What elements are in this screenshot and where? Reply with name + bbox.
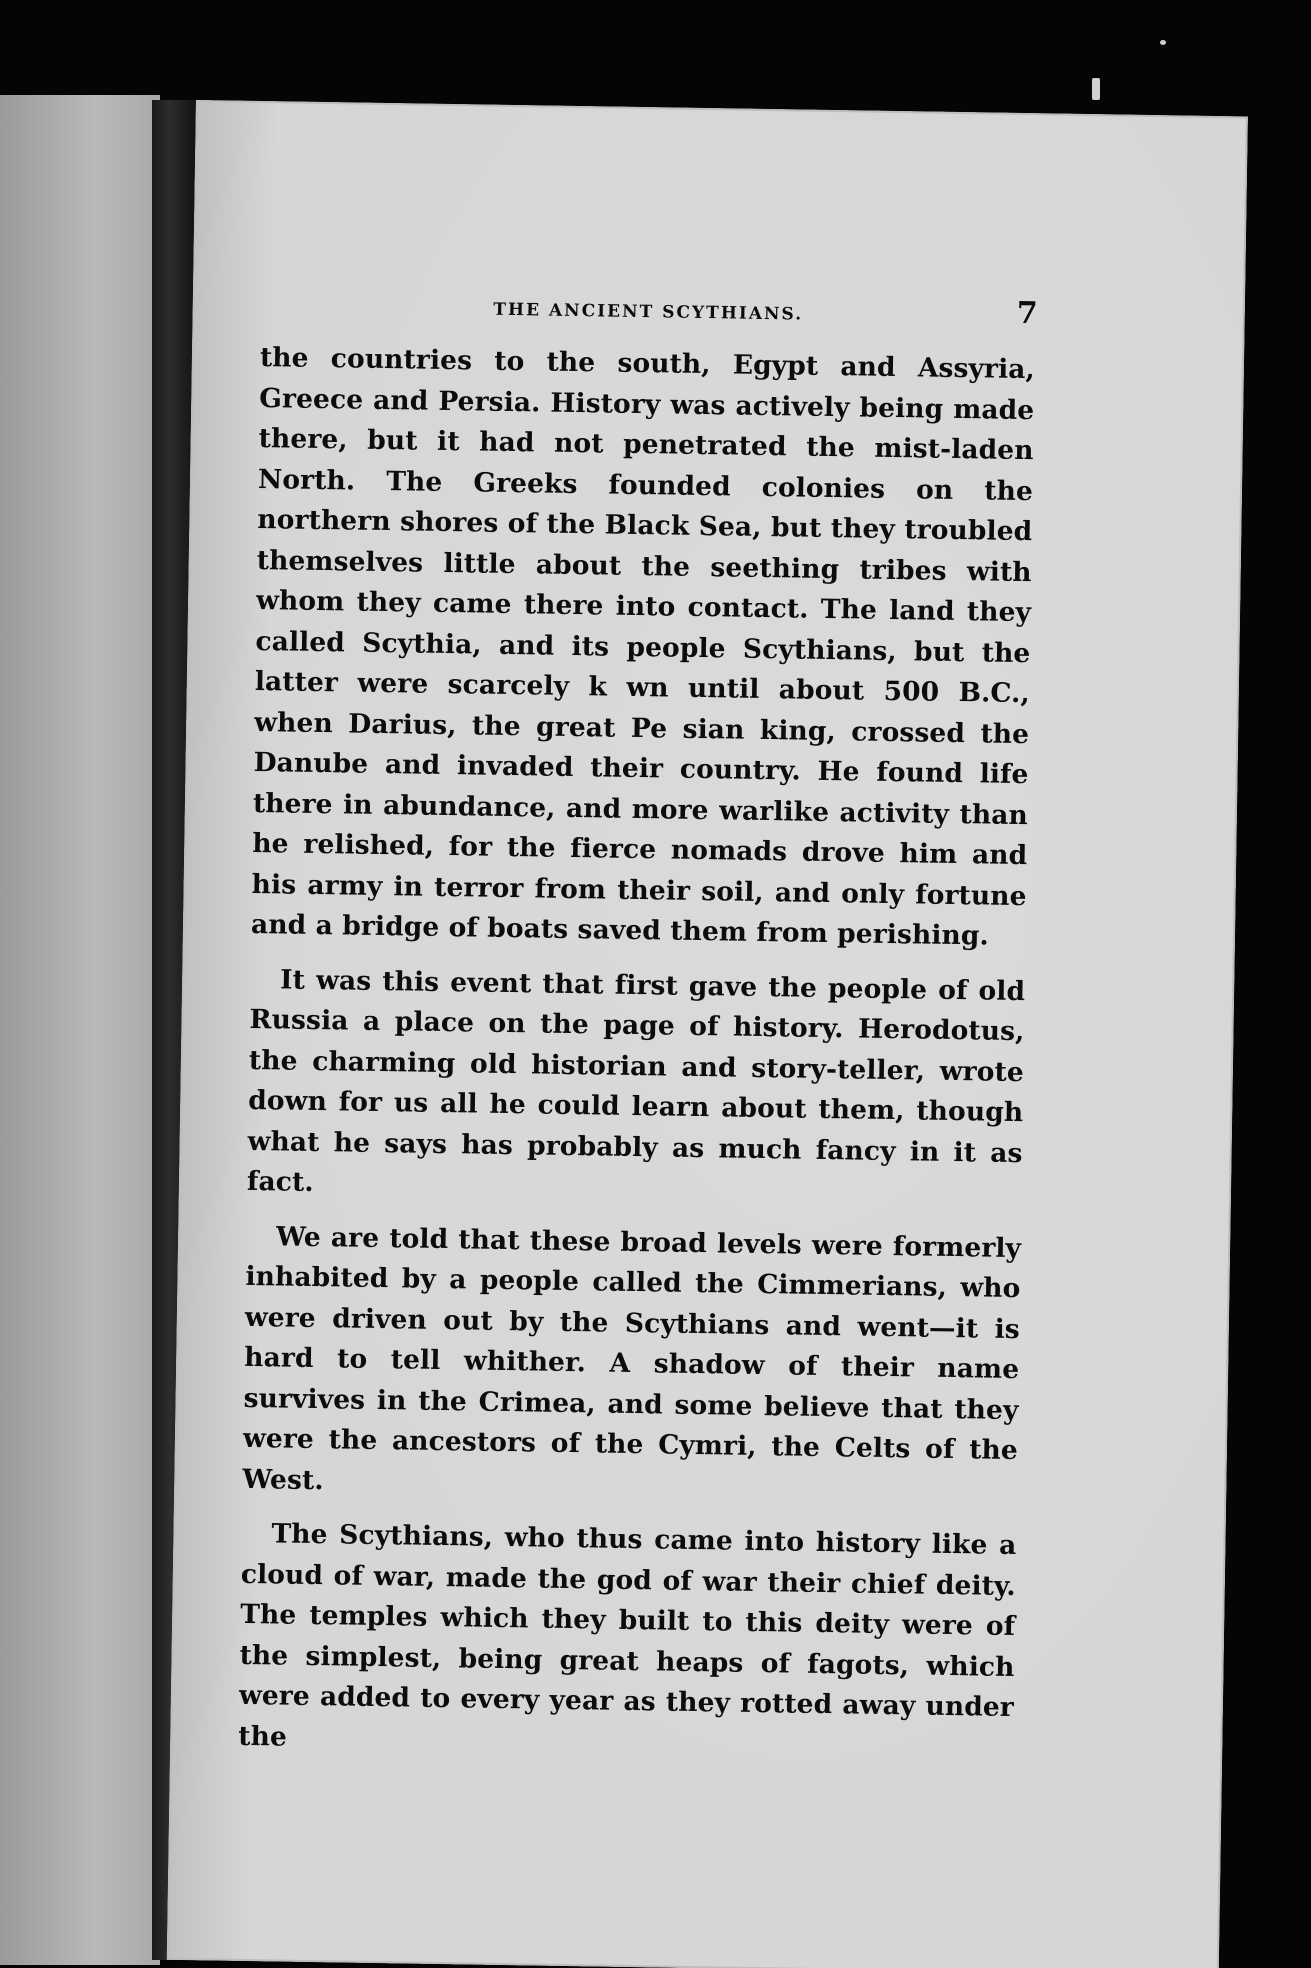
paragraph: the countries to the south, Egypt and Assyria, Greece and Persia. History was actively being made there, but it had not penetrated the mist-laden North. The Greeks founded colonies on the northern shores of the Black Sea, but they troubled themselves little about the seething tribes with whom they came there into contact. The land they called Scythia, and its people Scythians, but the latter were scarcely k wn until about 500 B.C., when Darius, the great Pe sian king, crossed the Danube and invaded their country. He found life there in abundance, and more warlike activity than he relished, for the fierce nomads drove him and his army in terror from their soil, and only fortune and a bridge of boats saved them from perishing. [250,342,1036,952]
facing-page-edge [0,95,160,1965]
book-page [167,100,1248,1968]
paragraph: The Scythians, who thus came into history like a cloud of war, made the god of war their chief deity. The temples which they built to this deity were of the simplest, being great heaps of fagots, which were added to every year as they rotted away under the [238,1518,1017,1753]
running-title: THE ANCIENT SCYTHIANS. [493,299,804,325]
scan-speck [1092,78,1100,100]
page-number: 7 [1016,295,1039,332]
scan-speck [1160,40,1166,45]
page-text [238,286,1039,1783]
paragraph: It was this event that first gave the people of old Russia a place on the page of history. Herodotus, the charming old historian and story-teller, wrote down for us all he could learn about them, though what he says has probably as much fancy in it as fact. [246,963,1026,1198]
paragraph: We are told that these broad levels were formerly inhabited by a people called the Cimmerians, who were driven out by the Scythians and went—it is hard to tell whither. A shadow of their name survives in the Crimea, and some believe that they were the ancestors of the Cymri, the Celts of the West. [242,1220,1022,1496]
